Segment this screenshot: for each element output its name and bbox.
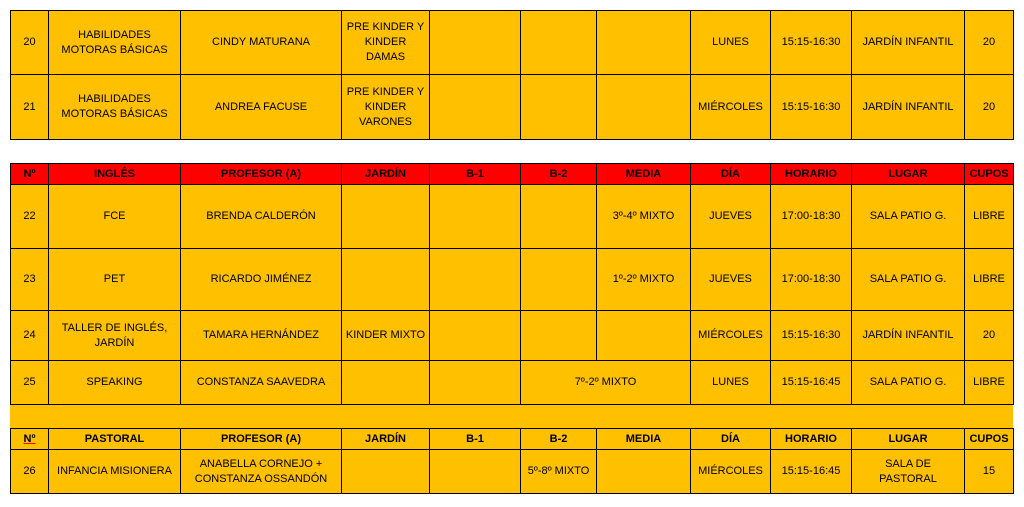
location-cell: JARDÍN INFANTIL (852, 11, 965, 75)
schedule-cell: 15:15-16:30 (771, 11, 852, 75)
header-activity: INGLÉS (49, 164, 181, 185)
teacher-name: RICARDO JIMÉNEZ (181, 249, 342, 311)
b2-cell: 5º-8º MIXTO (521, 450, 597, 494)
b1-cell (430, 361, 521, 405)
row-number: 22 (11, 185, 49, 249)
location-cell: SALA DE PASTORAL (852, 450, 965, 494)
header-jardin: JARDÍN (342, 429, 430, 450)
teacher-name: CINDY MATURANA (181, 11, 342, 75)
header-location: LUGAR (852, 429, 965, 450)
schedule-cell: 17:00-18:30 (771, 249, 852, 311)
location-cell: SALA PATIO G. (852, 185, 965, 249)
header-media: MEDIA (597, 164, 691, 185)
seats-cell: LIBRE (965, 185, 1014, 249)
b1-cell (430, 11, 521, 75)
media-cell (597, 450, 691, 494)
header-location: LUGAR (852, 164, 965, 185)
row-number: 21 (11, 75, 49, 140)
header-number: Nº (11, 429, 49, 450)
row-number: 25 (11, 361, 49, 405)
table-row (11, 311, 1014, 361)
table-row (11, 11, 1014, 75)
header-seats: CUPOS (965, 164, 1014, 185)
activity-name: TALLER DE INGLÉS, JARDÍN (49, 311, 181, 361)
schedule-cell: 17:00-18:30 (771, 185, 852, 249)
schedule-cell: 15:15-16:30 (771, 311, 852, 361)
activity-name: SPEAKING (49, 361, 181, 405)
header-media: MEDIA (597, 429, 691, 450)
b2-cell (521, 311, 597, 361)
header-b2: B-2 (521, 429, 597, 450)
table-row (11, 75, 1014, 140)
jardin-cell: KINDER MIXTO (342, 311, 430, 361)
teacher-name: TAMARA HERNÁNDEZ (181, 311, 342, 361)
b1-cell (430, 311, 521, 361)
day-cell: JUEVES (691, 249, 771, 311)
schedule-cell: 15:15-16:45 (771, 450, 852, 494)
jardin-cell: PRE KINDER Y KINDER VARONES (342, 75, 430, 140)
row-number: 26 (11, 450, 49, 494)
header-schedule: HORARIO (771, 429, 852, 450)
teacher-name: CONSTANZA SAAVEDRA (181, 361, 342, 405)
header-activity: PASTORAL (49, 429, 181, 450)
day-cell: LUNES (691, 361, 771, 405)
header-schedule: HORARIO (771, 164, 852, 185)
activities-table-ingles (10, 163, 1014, 405)
header-teacher: PROFESOR (A) (181, 164, 342, 185)
header-b2: B-2 (521, 164, 597, 185)
activities-table-pastoral (10, 428, 1014, 494)
seats-cell: LIBRE (965, 249, 1014, 311)
row-number: 24 (11, 311, 49, 361)
row-number: 20 (11, 11, 49, 75)
header-number: Nº (11, 164, 49, 185)
location-cell: SALA PATIO G. (852, 249, 965, 311)
day-cell: MIÉRCOLES (691, 311, 771, 361)
day-cell: MIÉRCOLES (691, 450, 771, 494)
b2-cell (521, 185, 597, 249)
table-row (11, 450, 1014, 494)
table-row (11, 185, 1014, 249)
location-cell: SALA PATIO G. (852, 361, 965, 405)
day-cell: LUNES (691, 11, 771, 75)
day-cell: MIÉRCOLES (691, 75, 771, 140)
schedule-cell: 15:15-16:30 (771, 75, 852, 140)
activity-name: HABILIDADES MOTORAS BÁSICAS (49, 11, 181, 75)
row-number: 23 (11, 249, 49, 311)
b1-cell (430, 75, 521, 140)
table-row (11, 361, 1014, 405)
activity-name: FCE (49, 185, 181, 249)
b1-cell (430, 249, 521, 311)
section-separator (10, 405, 1013, 428)
seats-cell: 20 (965, 75, 1014, 140)
location-cell: JARDÍN INFANTIL (852, 311, 965, 361)
header-jardin: JARDÍN (342, 164, 430, 185)
seats-cell: 15 (965, 450, 1014, 494)
location-cell: JARDÍN INFANTIL (852, 75, 965, 140)
jardin-cell: PRE KINDER Y KINDER DAMAS (342, 11, 430, 75)
header-day: DÍA (691, 164, 771, 185)
b2-cell (521, 11, 597, 75)
media-cell: 3º-4º MIXTO (597, 185, 691, 249)
day-cell: JUEVES (691, 185, 771, 249)
jardin-cell (342, 450, 430, 494)
table-row (11, 249, 1014, 311)
seats-cell: LIBRE (965, 361, 1014, 405)
jardin-cell (342, 185, 430, 249)
header-teacher: PROFESOR (A) (181, 429, 342, 450)
header-b1: B-1 (430, 164, 521, 185)
media-cell (597, 311, 691, 361)
b2-media-cell: 7º-2º MIXTO (521, 361, 691, 405)
activities-table-top (10, 10, 1014, 140)
jardin-cell (342, 249, 430, 311)
media-cell (597, 11, 691, 75)
activity-name: INFANCIA MISIONERA (49, 450, 181, 494)
teacher-name: ANDREA FACUSE (181, 75, 342, 140)
seats-cell: 20 (965, 11, 1014, 75)
b1-cell (430, 450, 521, 494)
activity-name: PET (49, 249, 181, 311)
b2-cell (521, 75, 597, 140)
activity-name: HABILIDADES MOTORAS BÁSICAS (49, 75, 181, 140)
header-day: DÍA (691, 429, 771, 450)
media-cell (597, 75, 691, 140)
jardin-cell (342, 361, 430, 405)
table-header-row (11, 164, 1014, 185)
header-b1: B-1 (430, 429, 521, 450)
schedule-cell: 15:15-16:45 (771, 361, 852, 405)
media-cell: 1º-2º MIXTO (597, 249, 691, 311)
header-seats: CUPOS (965, 429, 1014, 450)
seats-cell: 20 (965, 311, 1014, 361)
teacher-name: ANABELLA CORNEJO + CONSTANZA OSSANDÓN (181, 450, 342, 494)
table-header-row (11, 429, 1014, 450)
teacher-name: BRENDA CALDERÓN (181, 185, 342, 249)
b1-cell (430, 185, 521, 249)
b2-cell (521, 249, 597, 311)
